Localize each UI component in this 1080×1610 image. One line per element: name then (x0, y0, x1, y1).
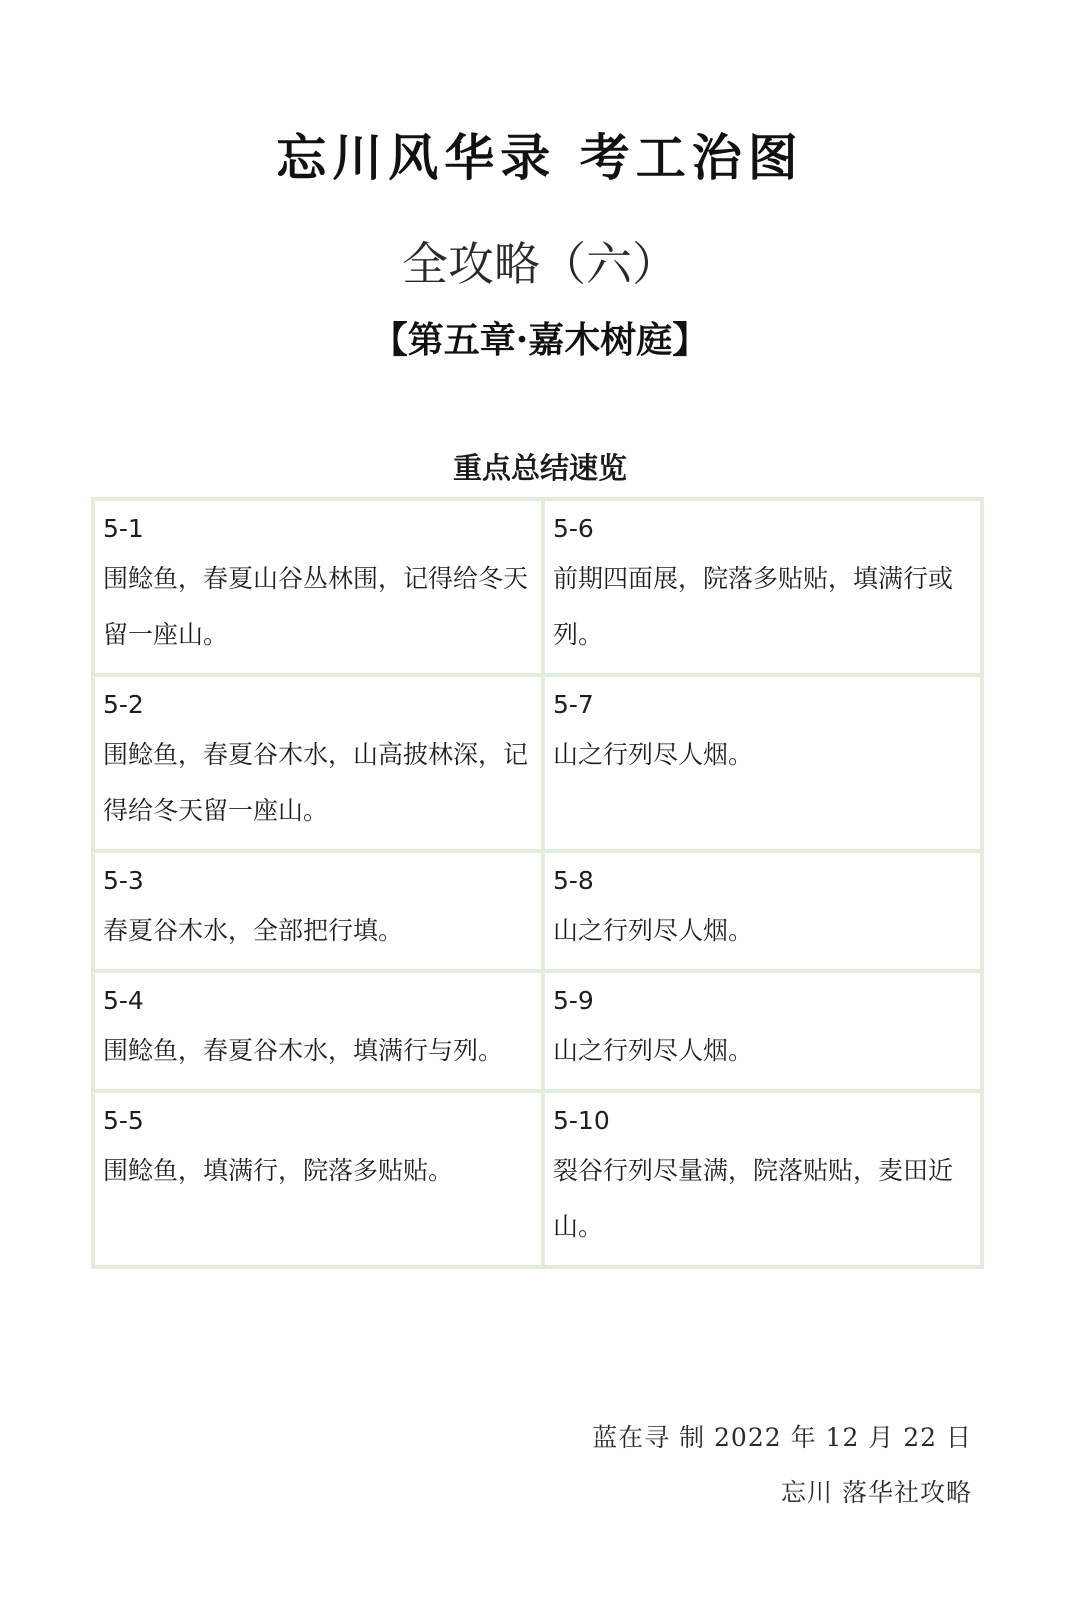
level-id: 5-9 (553, 986, 594, 1015)
level-id: 5-5 (103, 1106, 144, 1135)
level-tip: 山之行列尽人烟。 (553, 1036, 754, 1065)
level-tip: 山之行列尽人烟。 (553, 740, 754, 769)
page-subtitle: 全攻略（六） (402, 237, 678, 291)
table-cell (543, 971, 982, 1091)
table-cell (543, 675, 982, 851)
level-tip: 围鲶鱼，春夏谷木水，填满行与列。 (103, 1036, 504, 1065)
level-tip: 春夏谷木水，全部把行填。 (103, 916, 404, 945)
table-row (93, 499, 982, 675)
organization-credit: 忘川 落华社攻略 (781, 1478, 972, 1507)
level-tip: 山之行列尽人烟。 (553, 916, 754, 945)
level-tip: 围鲶鱼，春夏山谷丛林围，记得给冬天留一座山。 (103, 564, 529, 649)
level-id: 5-1 (103, 514, 144, 543)
author-credit: 蓝在寻 制 2022 年 12 月 22 日 (592, 1423, 972, 1452)
level-tip: 围鲶鱼，填满行，院落多贴贴。 (103, 1156, 454, 1185)
table-cell (93, 499, 543, 675)
table-row (93, 971, 982, 1091)
section-heading: 重点总结速览 (452, 451, 627, 485)
level-tip: 围鲶鱼，春夏谷木水，山高披林深，记得给冬天留一座山。 (103, 740, 529, 825)
level-tip: 前期四面展，院落多贴贴，填满行或列。 (553, 564, 954, 649)
table-cell (543, 851, 982, 971)
level-tip: 裂谷行列尽量满，院落贴贴，麦田近山。 (553, 1156, 954, 1241)
level-id: 5-8 (553, 866, 594, 895)
level-id: 5-3 (103, 866, 144, 895)
table-row (93, 1091, 982, 1267)
table-row (93, 675, 982, 851)
table-cell (93, 851, 543, 971)
level-id: 5-7 (553, 690, 594, 719)
level-id: 5-4 (103, 986, 144, 1015)
level-id: 5-10 (553, 1106, 610, 1135)
table-row (93, 851, 982, 971)
table-cell (543, 499, 982, 675)
chapter-heading: 【第五章·嘉木树庭】 (371, 319, 709, 361)
table-cell (93, 1091, 543, 1267)
level-id: 5-2 (103, 690, 144, 719)
table-cell (93, 675, 543, 851)
summary-table (91, 497, 984, 1269)
table-cell (543, 1091, 982, 1267)
page-title: 忘川风华录 考工治图 (276, 128, 804, 187)
level-id: 5-6 (553, 514, 594, 543)
table-cell (93, 971, 543, 1091)
